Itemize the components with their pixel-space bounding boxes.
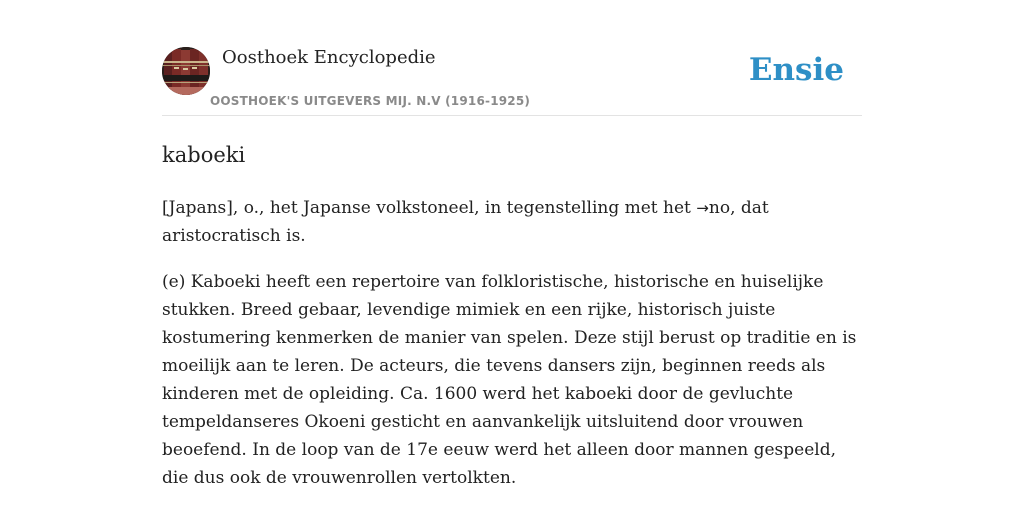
book-spines-icon bbox=[162, 47, 210, 95]
source-header bbox=[162, 46, 862, 116]
article-card bbox=[162, 46, 862, 492]
definition-paragraph bbox=[162, 194, 862, 250]
ensie-logo[interactable]: Ensie bbox=[748, 52, 844, 88]
article-body: (e) Kaboeki heeft een repertoire van folkloristische, historische en huiselijke stukken. Breed gebaar, levendige mimiek en een rijke, historisch juiste kostumering kenmerken de manier van spelen. Deze stijl berust op traditie en is moeilijk aan te leren. De acteurs, die tevens dansers zijn, beginnen reeds als kinderen met de opleiding. Ca. 1600 werd het kaboeki door de gevluchte tempeldanseres Okoeni gesticht en aanvankelijk uitsluitend door vrouwen beoefend. In de loop van de 17e eeuw werd het alleen door mannen gespeeld, die dus ook de vrouwenrollen vertolkten. bbox=[162, 272, 857, 488]
publisher-label: OOSTHOEK'S UITGEVERS MIJ. N.V (1916-1925) bbox=[210, 94, 531, 108]
xref-arrow-icon: → bbox=[696, 199, 709, 217]
xref-link-no[interactable]: no bbox=[708, 198, 731, 218]
source-name[interactable]: Oosthoek Encyclopedie bbox=[222, 47, 436, 68]
definition-suffix: , dat aristocratisch is. bbox=[162, 198, 769, 246]
definition-prefix: [Japans], o., het Japanse volkstoneel, in tegenstelling met het bbox=[162, 198, 697, 218]
article-title: kaboeki bbox=[162, 143, 246, 167]
